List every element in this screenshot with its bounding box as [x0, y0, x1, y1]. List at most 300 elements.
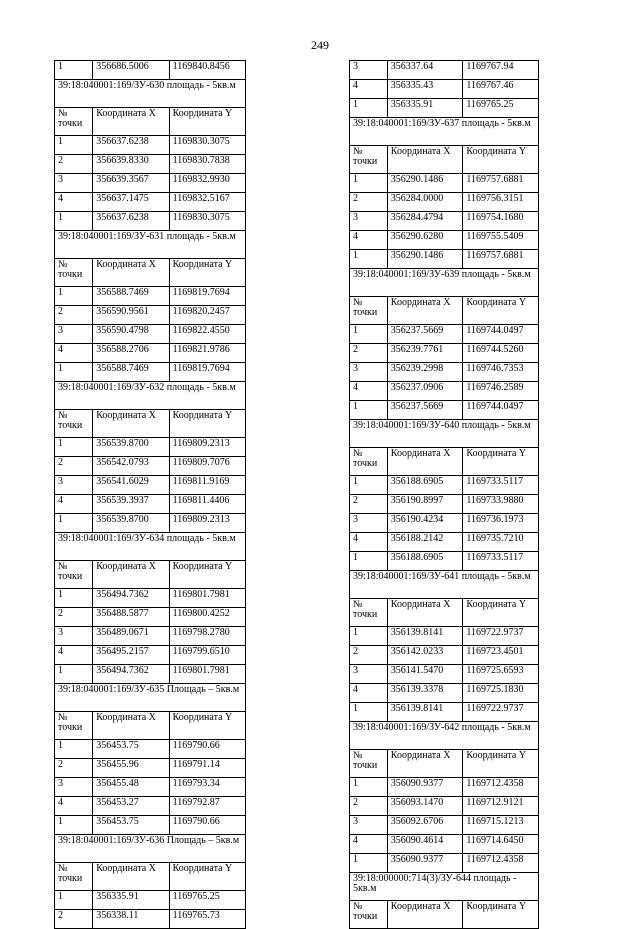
coordinate-y-cell: 1169821.9786 [169, 344, 245, 363]
coordinate-x-cell: 356637.6238 [93, 136, 169, 155]
coordinate-x-header: Координата X [93, 863, 169, 891]
coordinate-x-cell: 356338.11 [93, 910, 169, 929]
parcel-section-title-row [55, 382, 246, 410]
table-row [55, 514, 246, 533]
table-row [350, 665, 539, 684]
coordinate-y-cell: 1169765.73 [169, 910, 245, 929]
point-number-cell: 2 [350, 646, 388, 665]
coordinate-x-cell: 356239.2998 [387, 363, 463, 382]
point-number-cell: 3 [350, 363, 388, 382]
table-row [55, 797, 246, 816]
table-row [350, 495, 539, 514]
coordinate-y-cell: 1169801.7981 [169, 665, 245, 684]
coordinate-y-cell: 1169722.9737 [463, 627, 539, 646]
coordinate-x-cell: 356141.5470 [387, 665, 463, 684]
table-row [55, 646, 246, 665]
point-number-cell: 1 [55, 136, 93, 155]
coordinates-table-right [349, 60, 539, 929]
table-row [55, 344, 246, 363]
point-number-cell: 4 [350, 835, 388, 854]
table-row [55, 476, 246, 495]
coordinate-x-cell: 356190.8997 [387, 495, 463, 514]
table-header-row [55, 410, 246, 438]
coordinate-x-cell: 356139.3378 [387, 684, 463, 703]
coordinate-y-header: Координата Y [169, 410, 245, 438]
table-row [55, 665, 246, 684]
coordinate-y-cell: 1169822.4550 [169, 325, 245, 344]
parcel-title: 39:18:040001:169/ЗУ-636 Площадь – 5кв.м [55, 835, 246, 863]
point-number-cell: 1 [350, 99, 388, 118]
parcel-section-title-row [55, 684, 246, 712]
table-row [350, 344, 539, 363]
coordinate-x-header: Координата X [387, 448, 463, 476]
table-row [55, 136, 246, 155]
coordinate-x-cell: 356639.8330 [93, 155, 169, 174]
table-header-row [55, 561, 246, 589]
point-number-cell: 3 [55, 476, 93, 495]
coordinate-y-cell: 1169736.1973 [463, 514, 539, 533]
table-header-row [350, 297, 539, 325]
coordinate-y-cell: 1169746.2589 [463, 382, 539, 401]
point-number-cell: 3 [350, 61, 388, 80]
table-row [350, 684, 539, 703]
table-header-row [55, 712, 246, 740]
coordinates-table-left [54, 60, 246, 929]
table-row [55, 495, 246, 514]
table-row [350, 363, 539, 382]
coordinate-y-cell: 1169801.7981 [169, 589, 245, 608]
coordinate-x-cell: 356588.2706 [93, 344, 169, 363]
coordinate-x-cell: 356284.0000 [387, 193, 463, 212]
coordinate-x-cell: 356637.6238 [93, 212, 169, 231]
point-number-cell: 2 [350, 344, 388, 363]
point-number-cell: 4 [55, 797, 93, 816]
table-row [350, 627, 539, 646]
coordinate-x-cell: 356093.1470 [387, 797, 463, 816]
coordinate-y-cell: 1169746.7353 [463, 363, 539, 382]
point-number-cell: 4 [350, 382, 388, 401]
point-number-cell: 4 [350, 80, 388, 99]
table-row [55, 438, 246, 457]
table-row [55, 193, 246, 212]
coordinate-x-cell: 356455.96 [93, 759, 169, 778]
point-number-header: № точки [55, 108, 93, 136]
table-row [350, 816, 539, 835]
coordinate-y-cell: 1169811.4406 [169, 495, 245, 514]
coordinate-x-cell: 356090.9377 [387, 778, 463, 797]
table-row [350, 703, 539, 722]
point-number-cell: 4 [55, 495, 93, 514]
coordinate-y-cell: 1169830.3075 [169, 212, 245, 231]
coordinate-x-header: Координата X [387, 750, 463, 778]
coordinate-y-header: Координата Y [169, 108, 245, 136]
coordinate-y-cell: 1169809.2313 [169, 514, 245, 533]
table-row [55, 589, 246, 608]
point-number-cell: 1 [350, 627, 388, 646]
parcel-section-title-row [55, 533, 246, 561]
parcel-section-title-row [350, 722, 539, 750]
table-row [350, 533, 539, 552]
point-number-cell: 1 [55, 891, 93, 910]
table-header-row [55, 108, 246, 136]
coordinate-x-cell: 356090.9377 [387, 854, 463, 873]
point-number-cell: 1 [350, 703, 388, 722]
table-row [350, 325, 539, 344]
coordinate-x-cell: 356335.43 [387, 80, 463, 99]
coordinate-x-cell: 356237.5669 [387, 325, 463, 344]
table-row [55, 155, 246, 174]
table-row [55, 759, 246, 778]
point-number-cell: 4 [350, 231, 388, 250]
table-row [350, 80, 539, 99]
point-number-cell: 1 [350, 325, 388, 344]
coordinate-x-cell: 356092.6706 [387, 816, 463, 835]
coordinate-y-header: Координата Y [463, 901, 539, 929]
parcel-section-title-row [350, 269, 539, 297]
point-number-header: № точки [350, 297, 388, 325]
table-row [55, 174, 246, 193]
table-row [350, 193, 539, 212]
coordinate-y-cell: 1169735.7210 [463, 533, 539, 552]
coordinate-y-cell: 1169722.9737 [463, 703, 539, 722]
coordinate-x-header: Координата X [387, 901, 463, 929]
point-number-cell: 2 [55, 608, 93, 627]
parcel-title: 39:18:040001:169/ЗУ-640 площадь - 5кв.м [350, 420, 539, 448]
coordinate-x-cell: 356237.0906 [387, 382, 463, 401]
table-row [350, 646, 539, 665]
table-row [55, 306, 246, 325]
coordinate-y-cell: 1169765.25 [463, 99, 539, 118]
coordinate-y-cell: 1169744.0497 [463, 401, 539, 420]
coordinate-y-cell: 1169809.7076 [169, 457, 245, 476]
coordinate-y-header: Координата Y [463, 146, 539, 174]
coordinate-x-cell: 356494.7362 [93, 589, 169, 608]
coordinate-x-cell: 356453.27 [93, 797, 169, 816]
table-header-row [350, 750, 539, 778]
point-number-cell: 1 [350, 854, 388, 873]
parcel-section-title-row [350, 420, 539, 448]
parcel-title: 39:18:040001:169/ЗУ-635 Площадь – 5кв.м [55, 684, 246, 712]
coordinate-x-cell: 356335.91 [387, 99, 463, 118]
point-number-cell: 2 [350, 797, 388, 816]
coordinate-y-cell: 1169767.94 [463, 61, 539, 80]
point-number-cell: 3 [55, 325, 93, 344]
point-number-header: № точки [350, 750, 388, 778]
point-number-header: № точки [350, 599, 388, 627]
point-number-cell: 3 [55, 778, 93, 797]
coordinate-x-cell: 356590.4798 [93, 325, 169, 344]
table-row [350, 61, 539, 80]
table-row [350, 231, 539, 250]
coordinate-y-cell: 1169809.2313 [169, 438, 245, 457]
coordinate-y-header: Координата Y [463, 448, 539, 476]
point-number-header: № точки [55, 863, 93, 891]
point-number-cell: 1 [55, 212, 93, 231]
coordinate-x-cell: 356188.6905 [387, 476, 463, 495]
table-row [55, 287, 246, 306]
table-row [350, 401, 539, 420]
coordinate-x-cell: 356539.8700 [93, 514, 169, 533]
coordinate-x-header: Координата X [93, 561, 169, 589]
point-number-cell: 1 [55, 514, 93, 533]
coordinate-x-cell: 356495.2157 [93, 646, 169, 665]
table-row [55, 740, 246, 759]
coordinate-x-cell: 356542.0793 [93, 457, 169, 476]
coordinate-y-cell: 1169791.14 [169, 759, 245, 778]
coordinate-y-cell: 1169757.6881 [463, 174, 539, 193]
coordinate-y-cell: 1169756.3151 [463, 193, 539, 212]
coordinate-x-header: Координата X [387, 146, 463, 174]
coordinate-y-cell: 1169714.6450 [463, 835, 539, 854]
point-number-cell: 1 [55, 740, 93, 759]
point-number-cell: 1 [350, 778, 388, 797]
table-row [350, 174, 539, 193]
coordinate-y-header: Координата Y [169, 259, 245, 287]
coordinate-y-cell: 1169767.46 [463, 80, 539, 99]
page-number: 249 [311, 38, 329, 52]
point-number-header: № точки [350, 901, 388, 929]
table-row [350, 250, 539, 269]
parcel-section-title-row [350, 571, 539, 599]
coordinate-x-cell: 356539.3937 [93, 495, 169, 514]
table-row [55, 457, 246, 476]
coordinate-x-cell: 356290.1486 [387, 250, 463, 269]
point-number-cell: 1 [350, 552, 388, 571]
parcel-title: 39:18:040001:169/ЗУ-632 площадь - 5кв.м [55, 382, 246, 410]
point-number-cell: 1 [350, 174, 388, 193]
coordinate-x-cell: 356588.7469 [93, 287, 169, 306]
coordinate-x-cell: 356335.91 [93, 891, 169, 910]
coordinate-y-cell: 1169819.7694 [169, 363, 245, 382]
table-row [350, 212, 539, 231]
coordinate-y-cell: 1169715.1213 [463, 816, 539, 835]
coordinate-y-cell: 1169754.1680 [463, 212, 539, 231]
coordinate-x-cell: 356541.6029 [93, 476, 169, 495]
right-coordinates-column [349, 60, 539, 929]
table-row [55, 61, 246, 80]
coordinate-x-cell: 356190.4234 [387, 514, 463, 533]
coordinate-x-cell: 356239.7761 [387, 344, 463, 363]
point-number-cell: 2 [55, 910, 93, 929]
point-number-cell: 3 [350, 665, 388, 684]
coordinate-y-cell: 1169793.34 [169, 778, 245, 797]
parcel-title: 39:18:040001:169/ЗУ-639 площадь - 5кв.м [350, 269, 539, 297]
coordinate-y-cell: 1169757.6881 [463, 250, 539, 269]
parcel-title: 39:18:040001:169/ЗУ-637 площадь - 5кв.м [350, 118, 539, 146]
parcel-title: 39:18:040001:169/ЗУ-631 площадь - 5кв.м [55, 231, 246, 259]
coordinate-x-cell: 356453.75 [93, 816, 169, 835]
coordinate-x-cell: 356188.6905 [387, 552, 463, 571]
point-number-cell: 4 [55, 344, 93, 363]
coordinate-x-cell: 356455.48 [93, 778, 169, 797]
table-row [350, 476, 539, 495]
coordinate-x-cell: 356489.0671 [93, 627, 169, 646]
point-number-cell: 2 [350, 495, 388, 514]
table-header-row [55, 863, 246, 891]
coordinate-x-header: Координата X [387, 599, 463, 627]
coordinate-x-header: Координата X [387, 297, 463, 325]
coordinate-x-cell: 356639.3567 [93, 174, 169, 193]
point-number-cell: 1 [55, 287, 93, 306]
point-number-cell: 3 [55, 174, 93, 193]
coordinate-y-cell: 1169744.5260 [463, 344, 539, 363]
coordinate-y-cell: 1169723.4501 [463, 646, 539, 665]
coordinate-x-cell: 356284.4794 [387, 212, 463, 231]
coordinate-y-cell: 1169733.9880 [463, 495, 539, 514]
coordinate-x-cell: 356090.4614 [387, 835, 463, 854]
parcel-section-title-row [55, 231, 246, 259]
parcel-section-title-row [350, 118, 539, 146]
point-number-cell: 1 [350, 476, 388, 495]
point-number-header: № точки [55, 259, 93, 287]
table-header-row [350, 448, 539, 476]
point-number-cell: 3 [350, 212, 388, 231]
coordinate-x-cell: 356139.8141 [387, 703, 463, 722]
left-coordinates-column [54, 60, 246, 929]
point-number-cell: 4 [350, 684, 388, 703]
coordinate-y-header: Координата Y [169, 712, 245, 740]
table-row [55, 608, 246, 627]
table-row [55, 325, 246, 344]
coordinate-y-cell: 1169800.4252 [169, 608, 245, 627]
coordinate-y-cell: 1169798.2780 [169, 627, 245, 646]
coordinate-y-header: Координата Y [463, 297, 539, 325]
coordinate-y-header: Координата Y [169, 863, 245, 891]
parcel-title: 39:18:040001:169/ЗУ-641 площадь - 5кв.м [350, 571, 539, 599]
point-number-cell: 1 [55, 589, 93, 608]
coordinate-x-cell: 356588.7469 [93, 363, 169, 382]
coordinate-y-cell: 1169820.2457 [169, 306, 245, 325]
coordinate-x-cell: 356590.9561 [93, 306, 169, 325]
coordinate-x-cell: 356637.1475 [93, 193, 169, 212]
coordinate-y-cell: 1169819.7694 [169, 287, 245, 306]
point-number-cell: 2 [55, 306, 93, 325]
parcel-title: 39:18:040001:169/ЗУ-630 площадь - 5кв.м [55, 80, 246, 108]
coordinate-y-cell: 1169744.0497 [463, 325, 539, 344]
coordinate-y-cell: 1169790.66 [169, 740, 245, 759]
table-row [350, 778, 539, 797]
coordinate-x-cell: 356290.1486 [387, 174, 463, 193]
coordinate-y-cell: 1169733.5117 [463, 552, 539, 571]
point-number-cell: 4 [350, 533, 388, 552]
point-number-cell: 1 [55, 438, 93, 457]
point-number-header: № точки [350, 448, 388, 476]
coordinate-y-cell: 1169755.5409 [463, 231, 539, 250]
point-number-cell: 3 [350, 514, 388, 533]
table-row [55, 778, 246, 797]
coordinate-x-cell: 356686.5006 [93, 61, 169, 80]
coordinate-y-cell: 1169832.9930 [169, 174, 245, 193]
coordinate-y-cell: 1169840.8456 [169, 61, 245, 80]
coordinate-y-cell: 1169725.1830 [463, 684, 539, 703]
coordinate-x-header: Координата X [93, 410, 169, 438]
coordinate-x-cell: 356494.7362 [93, 665, 169, 684]
coordinate-y-cell: 1169830.3075 [169, 136, 245, 155]
table-header-row [350, 599, 539, 627]
table-row [350, 835, 539, 854]
coordinate-x-cell: 356453.75 [93, 740, 169, 759]
parcel-section-title-row [55, 80, 246, 108]
point-number-cell: 3 [350, 816, 388, 835]
point-number-cell: 1 [55, 665, 93, 684]
coordinate-y-header: Координата Y [463, 599, 539, 627]
point-number-header: № точки [55, 561, 93, 589]
coordinate-y-cell: 1169725.6593 [463, 665, 539, 684]
table-header-row [350, 146, 539, 174]
table-row [350, 382, 539, 401]
coordinate-y-cell: 1169712.4358 [463, 854, 539, 873]
coordinate-y-cell: 1169712.9121 [463, 797, 539, 816]
point-number-cell: 4 [55, 193, 93, 212]
parcel-title: 39:18:040001:169/ЗУ-642 площадь - 5кв.м [350, 722, 539, 750]
point-number-cell: 2 [55, 155, 93, 174]
point-number-header: № точки [55, 712, 93, 740]
point-number-cell: 2 [350, 193, 388, 212]
coordinate-y-header: Координата Y [169, 561, 245, 589]
coordinate-y-header: Координата Y [463, 750, 539, 778]
coordinate-x-cell: 356188.2142 [387, 533, 463, 552]
coordinate-x-cell: 356488.5877 [93, 608, 169, 627]
coordinate-y-cell: 1169792.87 [169, 797, 245, 816]
coordinate-y-cell: 1169712.4358 [463, 778, 539, 797]
point-number-header: № точки [350, 146, 388, 174]
parcel-title: 39:18:040001:169/ЗУ-634 площадь - 5кв.м [55, 533, 246, 561]
coordinate-x-cell: 356337.64 [387, 61, 463, 80]
coordinate-y-cell: 1169733.5117 [463, 476, 539, 495]
table-row [55, 627, 246, 646]
coordinate-x-cell: 356142.0233 [387, 646, 463, 665]
coordinate-y-cell: 1169830.7838 [169, 155, 245, 174]
coordinate-x-header: Координата X [93, 712, 169, 740]
coordinate-x-cell: 356139.8141 [387, 627, 463, 646]
table-row [55, 212, 246, 231]
point-number-cell: 1 [55, 816, 93, 835]
parcel-section-title-row [55, 835, 246, 863]
point-number-cell: 3 [55, 627, 93, 646]
point-number-cell: 1 [350, 250, 388, 269]
table-header-row [55, 259, 246, 287]
table-row [350, 514, 539, 533]
coordinate-y-cell: 1169832.5167 [169, 193, 245, 212]
point-number-cell: 1 [350, 401, 388, 420]
table-row [55, 891, 246, 910]
coordinate-y-cell: 1169811.9169 [169, 476, 245, 495]
point-number-cell: 2 [55, 457, 93, 476]
coordinate-x-header: Координата X [93, 259, 169, 287]
coordinate-x-cell: 356539.8700 [93, 438, 169, 457]
point-number-cell: 4 [55, 646, 93, 665]
point-number-cell: 2 [55, 759, 93, 778]
table-row [55, 363, 246, 382]
coordinate-y-cell: 1169799.6510 [169, 646, 245, 665]
coordinate-x-cell: 356237.5669 [387, 401, 463, 420]
table-row [55, 910, 246, 929]
coordinate-x-header: Координата X [93, 108, 169, 136]
table-row [350, 99, 539, 118]
coordinate-x-cell: 356290.6280 [387, 231, 463, 250]
table-row [350, 797, 539, 816]
table-row [350, 552, 539, 571]
parcel-title: 39:18:000000:714(3)/ЗУ-644 площадь - 5кв.м [350, 873, 539, 901]
coordinate-y-cell: 1169790.66 [169, 816, 245, 835]
table-row [55, 816, 246, 835]
coordinate-y-cell: 1169765.25 [169, 891, 245, 910]
table-row [350, 854, 539, 873]
point-number-header: № точки [55, 410, 93, 438]
parcel-section-title-row [350, 873, 539, 901]
point-number-cell: 1 [55, 61, 93, 80]
point-number-cell: 1 [55, 363, 93, 382]
